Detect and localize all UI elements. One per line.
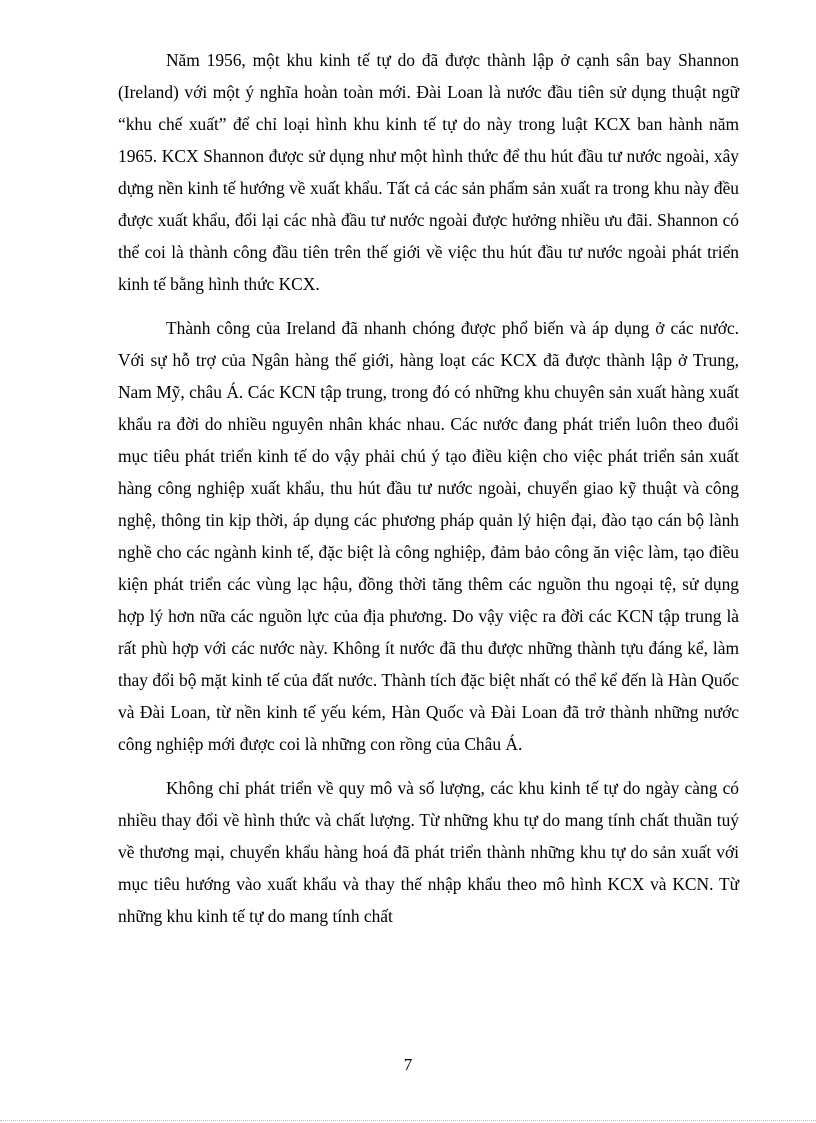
- paragraph-1: Năm 1956, một khu kinh tế tự do đã được thành lập ở cạnh sân bay Shannon (Ireland) với một ý nghĩa hoàn toàn mới. Đài Loan là nước đầu tiên sử dụng thuật ngữ “khu chế xuất” để chỉ loại hình khu kinh tế tự do này trong luật KCX ban hành năm 1965. KCX Shannon được sử dụng như một hình thức để thu hút đầu tư nước ngoài, xây dựng nền kinh tế hướng về xuất khẩu. Tất cả các sản phẩm sản xuất ra trong khu này đều được xuất khẩu, đổi lại các nhà đầu tư nước ngoài được hưởng nhiều ưu đãi. Shannon có thể coi là thành công đầu tiên trên thế giới về việc thu hút đầu tư nước ngoài phát triển kinh tế bằng hình thức KCX.: [118, 50, 739, 294]
- page-number: 7: [403, 1055, 413, 1074]
- paragraph-2: Thành công của Ireland đã nhanh chóng được phổ biến và áp dụng ở các nước. Với sự hỗ trợ của Ngân hàng thế giới, hàng loạt các KCX đã được thành lập ở Trung, Nam Mỹ, châu Á. Các KCN tập trung, trong đó có những khu chuyên sản xuất hàng xuất khẩu ra đời do nhiều nguyên nhân khác nhau. Các nước đang phát triển luôn theo đuổi mục tiêu phát triển kinh tế do vậy phải chú ý tạo điều kiện cho việc phát triển sản xuất hàng công nghiệp xuất khẩu, thu hút đầu tư nước ngoài, chuyển giao kỹ thuật và công nghệ, thông tin kịp thời, áp dụng các phương pháp quản lý hiện đại, đào tạo cán bộ lành nghề cho các ngành kinh tế, đặc biệt là công nghiệp, đảm bảo công ăn việc làm, tạo điều kiện phát triển các vùng lạc hậu, đồng thời tăng thêm các nguồn thu ngoại tệ, sử dụng hợp lý hơn nữa các nguồn lực của địa phương. Do vậy việc ra đời các KCN tập trung là rất phù hợp với các nước này. Không ít nước đã thu được những thành tựu đáng kể, làm thay đổi bộ mặt kinh tế của đất nước. Thành tích đặc biệt nhất có thể kể đến là Hàn Quốc và Đài Loan, từ nền kinh tế yếu kém, Hàn Quốc và Đài Loan đã trở thành những nước công nghiệp mới được coi là những con rồng của Châu Á.: [118, 318, 739, 754]
- page-bottom-divider: [0, 1120, 816, 1121]
- paragraph-3: Không chỉ phát triển về quy mô và số lượng, các khu kinh tế tự do ngày càng có nhiều thay đổi về hình thức và chất lượng. Từ những khu tự do mang tính chất thuần tuý về thương mại, chuyển khẩu hàng hoá đã phát triển thành những khu tự do sản xuất với mục tiêu hướng vào xuất khẩu và thay thế nhập khẩu theo mô hình KCX và KCN. Từ những khu kinh tế tự do mang tính chất: [118, 778, 739, 926]
- body-text: [118, 44, 739, 932]
